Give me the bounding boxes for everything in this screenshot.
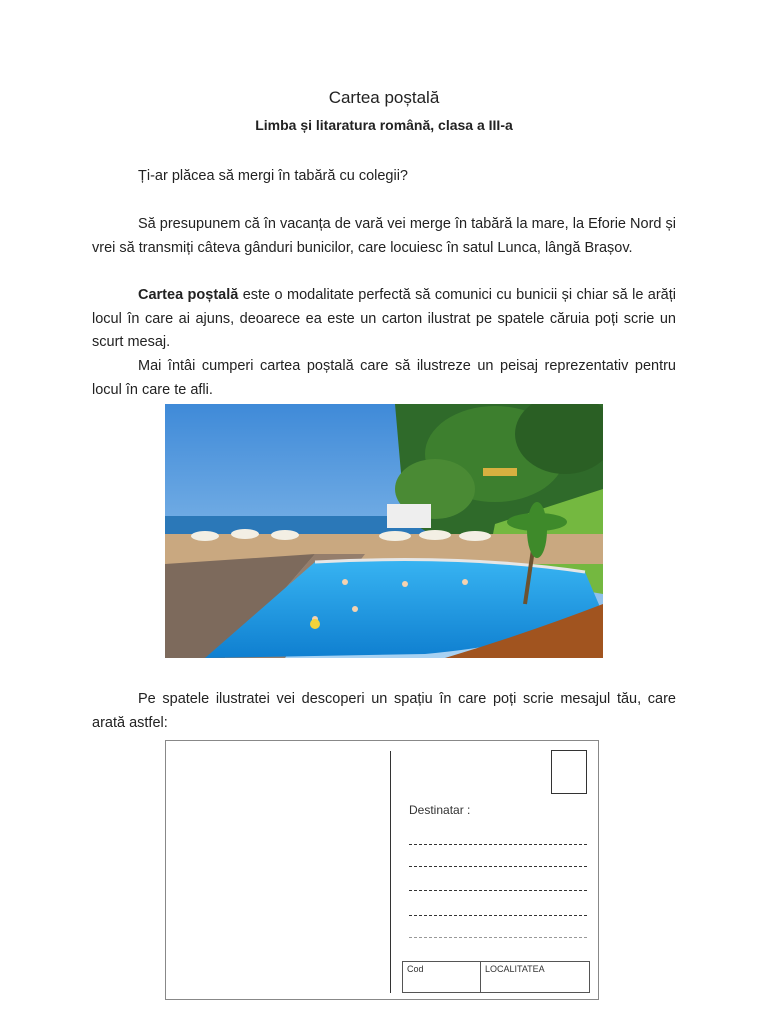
address-line (409, 844, 587, 845)
question-paragraph: Ți-ar plăcea să mergi în tabără cu colegii? (138, 168, 408, 184)
stamp-box (551, 750, 587, 794)
paragraph-scenario: Să presupunem că în vacanța de vară vei merge în tabără la mare, la Eforie Nord și vrei să transmiți câteva gânduri bunicilor, care locuiesc în satul Lunca, lângă Brașov. (92, 216, 676, 256)
postal-code-label: Cod (407, 964, 424, 974)
page-title: Cartea poștală (328, 88, 440, 107)
paragraph-instruction: Mai întâi cumperi cartea poștală care să ilustreze un peisaj reprezentativ pentru locul în care te afli. (92, 358, 676, 398)
address-line (409, 937, 587, 938)
recipient-label: Destinatar : (409, 803, 471, 817)
box-separator (480, 962, 481, 992)
postcard-divider (390, 751, 391, 993)
resort-pool-photo (165, 404, 603, 658)
locality-label: LOCALITATEA (485, 964, 545, 974)
term-bold: Cartea poștală (138, 287, 239, 303)
page-subtitle: Limba și litaratura română, clasa a III-a (255, 117, 513, 133)
postcard-back-template (165, 740, 599, 1000)
address-line (409, 915, 587, 916)
paragraph-postcard-back: Pe spatele ilustratei vei descoperi un spațiu în care poți scrie mesajul tău, care arată astfel: (92, 691, 676, 731)
postal-code-locality-box (402, 961, 590, 993)
definition-text: este o modalitate perfectă să comunici cu bunicii și chiar să le arăți locul în care ai ajuns, deoarece ea este un carton ilustrat pe spatele căruia poți scrie un scurt mesaj. (92, 287, 676, 350)
address-line (409, 866, 587, 867)
address-line (409, 890, 587, 891)
paragraph-definition (92, 284, 676, 355)
